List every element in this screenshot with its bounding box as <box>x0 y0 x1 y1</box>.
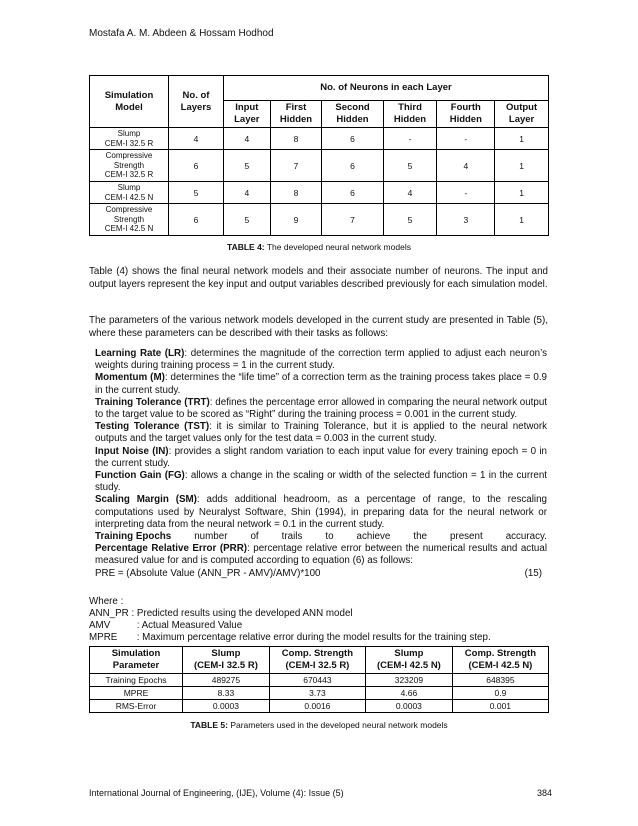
abbreviation-list <box>89 596 491 644</box>
header-cell: Fourth Hidden <box>437 101 495 128</box>
definition-item <box>95 372 547 396</box>
header-cell: Third Hidden <box>383 101 437 128</box>
definition-text: : defines the percentage error allowed in comparing the neural network output to the target value to be scored as “Right” during the training process = 0.001 in the current study. <box>95 396 548 421</box>
definition-item <box>95 397 547 421</box>
definition-term: Training Epochs <box>95 531 172 543</box>
table-row <box>90 674 549 687</box>
definition-text: : it is similar to Training Tolerance, but it is applied to the neural network outputs and the target values only for the test data = 0.003 in the current study. <box>95 421 547 445</box>
model-cell <box>90 182 169 204</box>
table-cell: 648395 <box>452 674 548 687</box>
definition-item <box>95 531 547 543</box>
caption-label: TABLE 5: <box>190 720 228 730</box>
table-cell: 8 <box>270 182 322 204</box>
model-line: Slump <box>117 129 141 138</box>
header-cell: Input Layer <box>224 101 271 128</box>
header-cell <box>90 647 183 674</box>
model-line: Slump <box>117 183 141 192</box>
header-line: (CEM-I 32.5 R) <box>193 660 258 671</box>
table-cell: 1 <box>495 150 549 182</box>
abbreviation-item <box>89 608 491 620</box>
table-cell: 0.0016 <box>269 700 365 713</box>
header-line: No. of Layers <box>180 89 212 113</box>
header-cell: No. of Neurons in each Layer <box>224 76 549 101</box>
definition-text: : determines the magnitude of the correction term applied to adjust each neuron’s weights during training process = 1 in the current study. <box>95 348 547 372</box>
definition-word: present <box>449 531 483 543</box>
definition-text: : adds additional headroom, as a percentage of range, to the rescaling computations used by Neuralyst Software, Shin (1994), in preparing data for the neural network or interpreting data from the neural network = 0.1 in the current study. <box>95 494 547 530</box>
definition-text: : percentage relative error between the numerical results and actual measured value for and is computed according to equation (6) as follows: <box>95 543 548 567</box>
table-cell: - <box>437 128 495 150</box>
header-line: Simulation <box>111 648 161 659</box>
model-cell <box>90 204 169 236</box>
definition-word: achieve <box>356 531 391 543</box>
model-line: Compressive <box>105 205 153 215</box>
definition-term: Input Noise (IN) <box>95 445 169 457</box>
table-row <box>90 76 549 101</box>
table-cell: 5 <box>383 204 437 236</box>
definition-term: Percentage Relative Error (PRR) <box>95 543 248 555</box>
table-cell: Training Epochs <box>90 674 183 687</box>
header-cell <box>269 647 365 674</box>
definition-word: the <box>413 531 427 543</box>
paragraph: Table (4) shows the final neural network models and their associate number of neurons. The input and output layers represent the key input and output variables described previously for each simulation model. <box>89 266 548 290</box>
header-line: Comp. Strength <box>281 648 354 659</box>
definition-word: to <box>325 531 334 543</box>
where-label: Where : <box>89 596 124 607</box>
table-cell: 1 <box>495 204 549 236</box>
definition-word: trails <box>281 531 303 543</box>
table-cell: 3 <box>437 204 495 236</box>
table-cell: 0.001 <box>452 700 548 713</box>
equation-text: PRE = (Absolute Value (ANN_PR - AMV)/AMV)*100 <box>95 567 321 579</box>
definition-term: Training Tolerance (TRT) <box>95 396 210 408</box>
table-cell: 9 <box>270 204 322 236</box>
equation-number: (15) <box>524 567 542 579</box>
header-cell <box>183 647 270 674</box>
definition-text: : allows a change in the scaling or width of the selected function = 1 in the current study. <box>95 470 547 494</box>
table-cell: 4 <box>224 182 271 204</box>
model-cell <box>90 150 169 182</box>
table-cell: 0.0003 <box>183 700 270 713</box>
table-cell: 6 <box>169 204 224 236</box>
header-cell <box>169 76 224 128</box>
header-line: Slump <box>211 648 241 659</box>
header-line: Slump <box>394 648 424 659</box>
table-cell: 0.0003 <box>365 700 452 713</box>
model-line: Strength <box>113 160 145 170</box>
table-cell: 489275 <box>183 674 270 687</box>
table-row <box>90 128 549 150</box>
definition-term: Testing Tolerance (TST) <box>95 421 210 433</box>
definition-term: Learning Rate (LR) <box>95 348 185 359</box>
definition-item <box>95 543 547 567</box>
table-cell: 0.9 <box>452 687 548 700</box>
abbreviation-key: MPRE <box>89 632 118 643</box>
caption-text: The developed neural network models <box>264 242 411 252</box>
table-cell: 6 <box>322 128 383 150</box>
definition-word: accuracy. <box>505 531 547 543</box>
table-cell: RMS-Error <box>90 700 183 713</box>
table-cell: - <box>437 182 495 204</box>
table-cell: 670443 <box>269 674 365 687</box>
definition-term: Function Gain (FG) <box>95 470 185 482</box>
abbreviation-text: : Predicted results using the developed ANN model <box>128 608 353 619</box>
header-cell <box>90 76 169 128</box>
table-cell: 5 <box>169 182 224 204</box>
model-cell <box>90 128 169 150</box>
model-line: CEM-I 32.5 R <box>104 138 154 148</box>
definition-word: number <box>194 531 228 543</box>
header-cell: Output Layer <box>495 101 549 128</box>
abbreviation-item <box>89 620 491 632</box>
definition-term: Momentum (M) <box>95 372 165 384</box>
definition-list <box>95 348 547 580</box>
header-line: (CEM-I 42.5 N) <box>376 660 441 671</box>
running-header: Mostafa A. M. Abdeen & Hossam Hodhod <box>89 28 274 39</box>
definition-item <box>95 446 547 470</box>
abbreviation-key: AMV <box>89 620 111 631</box>
table-cell: 7 <box>270 150 322 182</box>
header-cell <box>452 647 548 674</box>
table-4-caption <box>89 242 549 252</box>
page-number: 384 <box>536 788 552 798</box>
table-cell: 5 <box>224 150 271 182</box>
abbreviation-item <box>89 632 491 644</box>
model-line: CEM-I 42.5 N <box>104 192 154 202</box>
table-cell: 4 <box>437 150 495 182</box>
caption-label: TABLE 4: <box>227 242 265 252</box>
header-line: (CEM-I 32.5 R) <box>285 660 350 671</box>
header-line: Comp. Strength <box>464 648 537 659</box>
table-cell: 6 <box>322 150 383 182</box>
caption-text: Parameters used in the developed neural network models <box>227 720 448 730</box>
table-cell: MPRE <box>90 687 183 700</box>
definition-item <box>95 494 547 531</box>
definition-text: : provides a slight random variation to each input value for every training epoch = 0 in the current study. <box>95 445 547 469</box>
table-cell: 4 <box>169 128 224 150</box>
model-line: CEM-I 32.5 R <box>104 170 154 180</box>
table-5-caption <box>89 720 549 730</box>
table-cell: 6 <box>169 150 224 182</box>
journal-name: International Journal of Engineering, (IJE), Volume (4): Issue (5) <box>89 788 344 798</box>
model-line: Strength <box>113 214 145 224</box>
header-cell: Second Hidden <box>322 101 383 128</box>
table-cell: 6 <box>322 182 383 204</box>
definition-text: : determines the “life time” of a correction term as the training process takes place = 0.9 in the current study. <box>95 372 548 396</box>
table-cell: 5 <box>224 204 271 236</box>
table-cell: 323209 <box>365 674 452 687</box>
page-footer <box>89 788 552 798</box>
table-row <box>90 150 549 182</box>
header-cell: First Hidden <box>270 101 322 128</box>
table-row <box>90 700 549 713</box>
table-cell: 4.66 <box>365 687 452 700</box>
table-row <box>90 647 549 674</box>
table-4 <box>89 75 549 236</box>
table-row <box>90 182 549 204</box>
abbreviation-key: ANN_PR <box>89 608 129 619</box>
header-line: (CEM-I 42.5 N) <box>468 660 533 671</box>
table-row <box>90 204 549 236</box>
table-cell: 3.73 <box>269 687 365 700</box>
table-5 <box>89 646 549 713</box>
definition-term: Scaling Margin (SM) <box>95 494 197 506</box>
header-cell <box>365 647 452 674</box>
definition-item <box>95 348 547 372</box>
table-row <box>90 687 549 700</box>
definition-item <box>95 470 547 494</box>
equation <box>95 568 547 580</box>
paragraph: The parameters of the various network models developed in the current study are presented in Table (5), where these parameters can be described with their tasks as follows: <box>89 315 548 339</box>
table-cell: 4 <box>383 182 437 204</box>
header-line: Parameter <box>112 660 160 671</box>
table-cell: 8 <box>270 128 322 150</box>
abbreviation-text: : Actual Measured Value <box>134 620 243 631</box>
abbreviation-text: : Maximum percentage relative error during the model results for the training step. <box>134 632 491 643</box>
table-cell: 1 <box>495 128 549 150</box>
model-line: CEM-I 42.5 N <box>104 224 154 234</box>
table-cell: 8.33 <box>183 687 270 700</box>
table-cell: 4 <box>224 128 271 150</box>
table-cell: 7 <box>322 204 383 236</box>
header-line: Simulation Model <box>104 89 154 113</box>
definition-word: of <box>250 531 259 543</box>
definition-item <box>95 421 547 445</box>
model-line: Compressive <box>105 151 153 161</box>
table-cell: 1 <box>495 182 549 204</box>
table-cell: 5 <box>383 150 437 182</box>
table-cell: - <box>383 128 437 150</box>
